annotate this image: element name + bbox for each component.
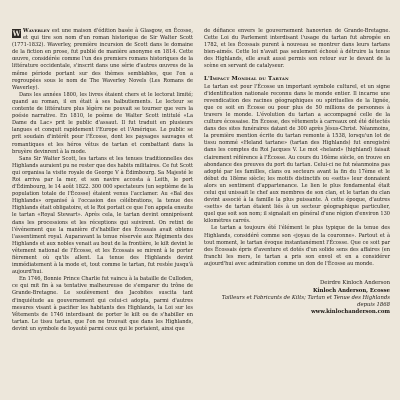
signature-block (204, 280, 390, 316)
paragraph-walter-scott: Sans Sir Walter Scott, les tartans et les tenues traditionnelles des Highlands auraient pu ne rester que des habits militaires. Ce fut Scott qui organisa la visite royale de George V à Édimbourg. Sa Majesté le Roi arriva par la mer, et son navire accosta à Leith, le port d'Édimbourg, le 14 août 1822. 300 000 spectateurs (un septième de la population totale de l'Écosse) étaient venus l'acclamer. Au «Bal des Highlands» organisé à l'occasion des célébrations, la tenue des Highlands était obligatoire, et le Roi portait ce que l'on appela ensuite le tartan «Royal Stewart». Après cela, le tartan devint omniprésent dans les processions et les réceptions qui suivirent. On retint de l'événement que la manière d's'habiller des Écossais avait obtenu l'assentiment royal. Auparavant la tenue réservée aux Régiments des Highlands et aux nobles venait au bout de la frontière, le kilt devint le vêtement national de l'Écosse, et les Écossais se mirent à le porter fièrement où qu'ils allent. La tenue des Highlands devint immédiatement à la mode et, tout comme le tartan, fut restée jusqu'à aujourd'hui. (12, 155, 193, 276)
paragraph-defiance: de défiance envers le gouvernement hanovrien de Grande-Bretagne. Cette Loi du Parlement interdisant l'usage du tartan fut abrogée en 1782, et les Écossais purent à nouveau se montrer dans leurs tartans bien-aimés. Cette loi n'avait pas seulement échoué à détruire la tenue des Highlands, elle avait aussi permis son retour sur le devant de la scène en servant de catalyseur. (204, 28, 390, 70)
intro-paragraph (12, 28, 193, 92)
right-column (204, 28, 390, 316)
company-website-link[interactable]: www.kinlochanderson.com (311, 309, 390, 315)
section-title-tartan-impact: L'Impact Mondial du Tartan (204, 75, 289, 82)
paragraph-1800s: Dans les années 1800, les livres étaient chers et le lectorat limité; quand au roman, il en était à ses balbutiements. Le lecteur se contente de littérature plus légère ne pouvait se tourner que vers la poésie narrative. En 1810, le poème de Walter Scott intitulé «La Dame du Lac» prit le public d'assaut. Il fut traduit en plusieurs langues et conquit rapidement l'Europe et l'Amérique. Le public se prit soudain d'intérêt pour l'Écosse, dont les paysages sauvages et romantiques et les héros vêtus de tartan et combattant dans la bruyère devinrent à la mode. (12, 91, 193, 155)
paragraph-tartan-crown-jewel: Le tartan a toujours été l'élément le plus typique de la tenue des Highlands, considéré comme son «joyau de la couronne». Partout et à tout moment, le tartan évoque instantanément l'Écosse. Que ce soit par des Écossais épris d'aventure et dotés d'un solide sens des affaires (en franchi les mers, le tartan a pris son envol et en a considérer aujourd'hui avec admiration comme un don de l'Écosse au monde. (204, 225, 390, 267)
author-name: Deirdre Kinloch Anderson (320, 280, 390, 286)
intro-text: est une maison d'édition basée à Glasgow, en Écosse, et qui tire son nom d'un roman historique de Sir Walter Scott (1771-1832). Waverley, première incursion de Scott dans le domaine de la fiction en prose, fut publié de manière anonyme en 1814. Cette œuvre, considérée comme l'un des premiers romans historiques de la littérature occidentale, s'inscrit dans une série d'autres œuvres de la même période portant sur des thèmes semblables, que l'on a regroupées sous le nom de The Waverley Novels (Les Romans de Waverley). (12, 28, 193, 91)
company-founded: depuis 1868 (357, 302, 390, 308)
dropcap-icon: W (12, 29, 21, 38)
company-description: Tailleurs et Fabricants de Kilts; Tartan et Tenue des Highlands (221, 295, 390, 301)
paragraph-culloden: En 1746, Bonnie Prince Charlie fut vaincu à la bataille de Culloden, ce qui mit fin à sa tentative malheureuse de s'emparer du trône de Grande-Bretagne. Le soulèvement des Jacobites suscita tant d'inquiétude au gouvernement qui celui-ci adopta, parmi d'autres mesures visant à pacifier les habitants des Highlands, la Loi sur les Vêtements de 1746 interdisant de porter le kilt ou de s'habiller en tartan. Le tissu tartan, que l'on ne trouvait que dans les Highlands, devint un symbole de loyauté parmi ceux qui le portaient, ainsi que (12, 276, 193, 332)
left-column (12, 28, 193, 333)
paragraph-tartan-symbol: Le tartan est pour l'Écosse un important symbole culturel, et un signe d'identification nationale reconnu dans le monde entier. Il incarne une revendication des racines géographiques ou spirituelles de la lignée, que ce soit en Écosse ou pour plus de 50 millions de personnes à travers le monde. L'évolution du tartan a accompagné celle de la culture écossaise. En Écosse, des vêtements à carreaux ont été détectés dans des sites funéraires datant de 300 après Jésus-Christ. Néanmoins, la première mention écrite du tartan remonte à 1538, lorsqu'un lot de tissu nommé «Heland tartane» (tartan des Highlands) fut enregistré dans les comptes du Roi Jacques V. Le mot «heland» (highland) faisait clairement référence à l'Écosse. Au cours du 16ème siècle, on trouve en abondance des preuves du port du tartan. Celui-ci ne fut néanmoins pas adopté par les familles, clans ou secteurs avant la fin du 17ème et le début du 18ème siècle; les motifs distinctifs ou «setts» leur donnaient alors un sentiment d'appartenance. Le lien le plus fondamental était celui qui unissait le chef aux membres de son clan, et le tartan du clan devint associé à la famille la plus puissante. À cette époque, d'autres «setts» de tartan étaient liés à un secteur géographique particulier, quel que soit son nom; il signalait en général d'une région d'environ 130 kilomètres carrés. (204, 83, 390, 225)
intro-lead-word: Waverley (23, 28, 50, 34)
company-name: Kinloch Anderson, Ecosse (313, 288, 390, 294)
